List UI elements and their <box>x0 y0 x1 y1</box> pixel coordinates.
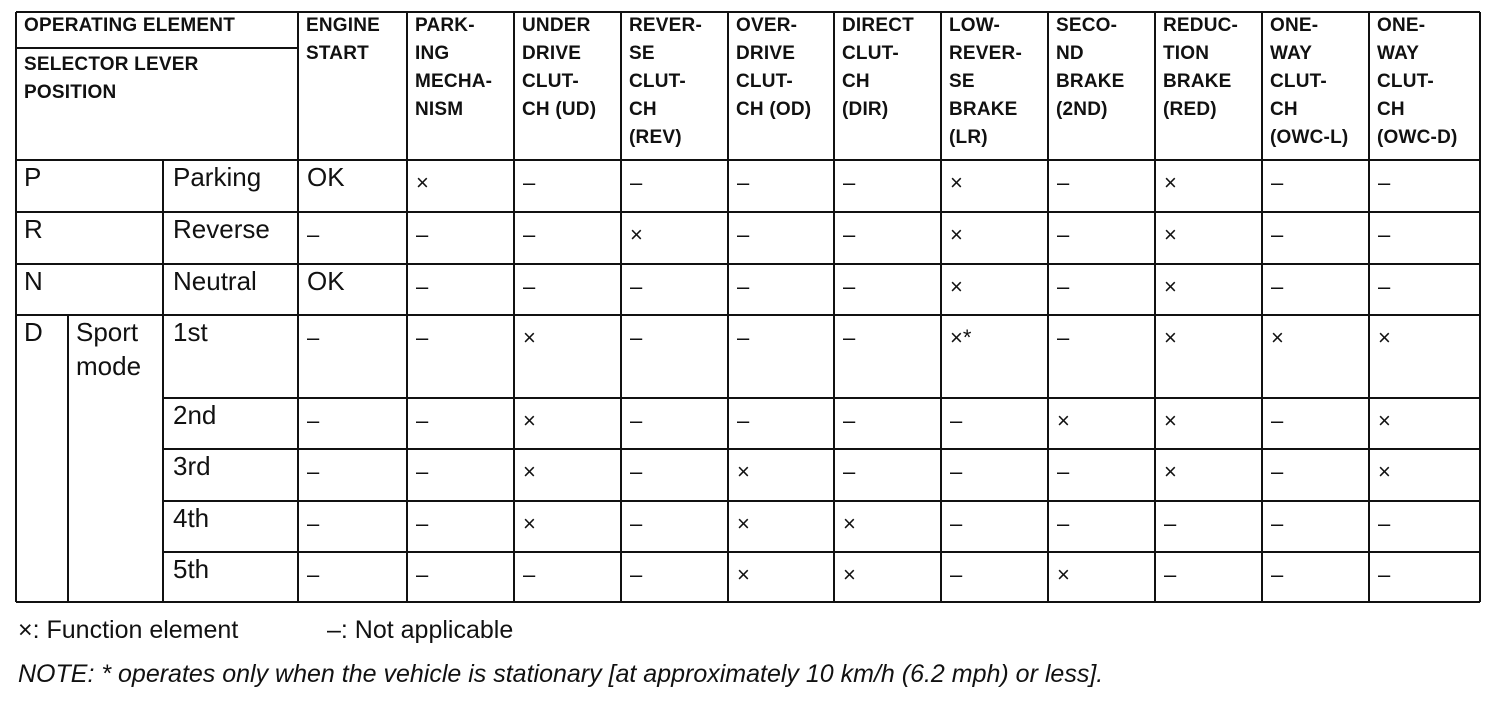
table-cell: × <box>523 327 536 350</box>
table-cell: × <box>737 513 750 536</box>
table-cell: – <box>523 172 536 195</box>
position-p: P <box>24 162 42 192</box>
table-cell: – <box>307 327 320 350</box>
table-cell: – <box>416 461 429 484</box>
column-header: DIRECT CLUT- CH (DIR) <box>842 15 914 120</box>
table-cell: – <box>1057 513 1070 536</box>
table-cell: × <box>1164 224 1177 247</box>
table-cell: – <box>1378 513 1391 536</box>
table-cell: – <box>1057 461 1070 484</box>
table-cell: × <box>523 461 536 484</box>
column-header: PARK- ING MECHA- NISM <box>415 15 493 120</box>
table-cell: – <box>1378 172 1391 195</box>
table-cell: × <box>1378 410 1391 433</box>
table-cell: × <box>1164 172 1177 195</box>
table-cell: – <box>737 410 750 433</box>
table-cell: – <box>1271 564 1284 587</box>
table-cell: – <box>843 327 856 350</box>
column-header: SECO- ND BRAKE (2ND) <box>1056 15 1125 120</box>
table-cell: – <box>1271 224 1284 247</box>
table-cell: – <box>630 513 643 536</box>
table-cell: – <box>950 410 963 433</box>
table-cell: × <box>843 564 856 587</box>
table-cell: × <box>523 410 536 433</box>
table-cell: – <box>523 224 536 247</box>
table-cell: – <box>1378 276 1391 299</box>
table-cell: – <box>630 461 643 484</box>
column-header: LOW- REVER- SE BRAKE (LR) <box>949 15 1022 148</box>
header-selector-lever-position: SELECTOR LEVER POSITION <box>24 54 199 103</box>
table-cell: × <box>737 461 750 484</box>
sport-mode-label: Sport mode <box>76 317 142 381</box>
column-header: OVER- DRIVE CLUT- CH (OD) <box>736 15 812 120</box>
table-cell: – <box>950 564 963 587</box>
table-cell: × <box>416 172 429 195</box>
position-n: N <box>24 266 43 296</box>
table-cell: × <box>950 276 963 299</box>
row-label-5th: 5th <box>173 554 210 584</box>
table-cell: × <box>1057 564 1070 587</box>
table-cell: – <box>630 410 643 433</box>
table-cell: – <box>737 276 750 299</box>
table-cell: – <box>1378 564 1391 587</box>
table-cell: – <box>630 564 643 587</box>
table-cell: – <box>307 410 320 433</box>
row-label-reverse: Reverse <box>173 214 270 244</box>
table-cell: – <box>307 513 320 536</box>
table-cell: – <box>737 224 750 247</box>
table-cell: – <box>416 224 429 247</box>
table-cell: – <box>1057 276 1070 299</box>
table-cell: – <box>1057 172 1070 195</box>
table-cell: – <box>630 276 643 299</box>
table-cell: – <box>1057 224 1070 247</box>
table-cell: × <box>1378 461 1391 484</box>
column-header: REDUC- TION BRAKE (RED) <box>1163 15 1239 120</box>
legend-function-element: ×: Function element <box>18 616 239 644</box>
table-cell: – <box>1271 276 1284 299</box>
table-cell: – <box>416 564 429 587</box>
table-cell: – <box>416 327 429 350</box>
column-header: ONE- WAY CLUT- CH (OWC-D) <box>1377 15 1458 148</box>
table-cell: × <box>950 224 963 247</box>
table-cell: – <box>737 327 750 350</box>
table-cell: – <box>523 276 536 299</box>
table-cell: × <box>1164 276 1177 299</box>
footnote: NOTE: * operates only when the vehicle is stationary [at approximately 10 km/h (6.2 mph) or less]. <box>18 660 1104 688</box>
table-cell: – <box>1271 461 1284 484</box>
table-cell: × <box>1271 327 1284 350</box>
row-label-4th: 4th <box>173 503 210 533</box>
column-header: REVER- SE CLUT- CH (REV) <box>629 15 702 148</box>
table-cell: OK <box>307 266 345 296</box>
table-cell: – <box>1164 513 1177 536</box>
table-cell: – <box>416 410 429 433</box>
table-cell: – <box>416 513 429 536</box>
table-cell: – <box>307 224 320 247</box>
table-cell: OK <box>307 162 345 192</box>
table-cell: ×* <box>950 327 972 350</box>
table-cell: – <box>307 564 320 587</box>
column-header: ENGINE START <box>306 15 381 64</box>
table-cell: – <box>843 172 856 195</box>
table-cell: × <box>1164 410 1177 433</box>
table-cell: × <box>630 224 643 247</box>
table-cell: – <box>737 172 750 195</box>
row-label-1st: 1st <box>173 317 208 347</box>
table-cell: – <box>1271 410 1284 433</box>
row-label-3rd: 3rd <box>173 451 211 481</box>
row-label-parking: Parking <box>173 162 262 192</box>
header-operating-element: OPERATING ELEMENT <box>24 15 235 36</box>
table-cell: – <box>416 276 429 299</box>
table-cell: – <box>843 276 856 299</box>
table-cell: – <box>843 410 856 433</box>
table-cell: × <box>1378 327 1391 350</box>
table-cell: – <box>307 461 320 484</box>
table-cell: – <box>950 513 963 536</box>
table-cell: – <box>843 224 856 247</box>
table-cell: – <box>843 461 856 484</box>
column-header: UNDER DRIVE CLUT- CH (UD) <box>522 15 597 120</box>
table-cell: – <box>630 327 643 350</box>
table-cell: × <box>523 513 536 536</box>
table-cell: × <box>737 564 750 587</box>
table-cell: × <box>950 172 963 195</box>
table-cell: – <box>1271 172 1284 195</box>
column-header: ONE- WAY CLUT- CH (OWC-L) <box>1270 15 1349 148</box>
position-r: R <box>24 214 43 244</box>
position-d: D <box>24 317 43 347</box>
table-cell: – <box>630 172 643 195</box>
row-label-2nd: 2nd <box>173 400 217 430</box>
row-label-neutral: Neutral <box>173 266 257 296</box>
table-cell: – <box>523 564 536 587</box>
table-cell: – <box>950 461 963 484</box>
table-cell: – <box>1271 513 1284 536</box>
table-cell: × <box>1057 410 1070 433</box>
table-cell: – <box>1164 564 1177 587</box>
legend-not-applicable: –: Not applicable <box>327 616 514 644</box>
table-cell: – <box>1378 224 1391 247</box>
table-cell: × <box>1164 461 1177 484</box>
table-cell: × <box>843 513 856 536</box>
table-cell: – <box>1057 327 1070 350</box>
table-cell: × <box>1164 327 1177 350</box>
